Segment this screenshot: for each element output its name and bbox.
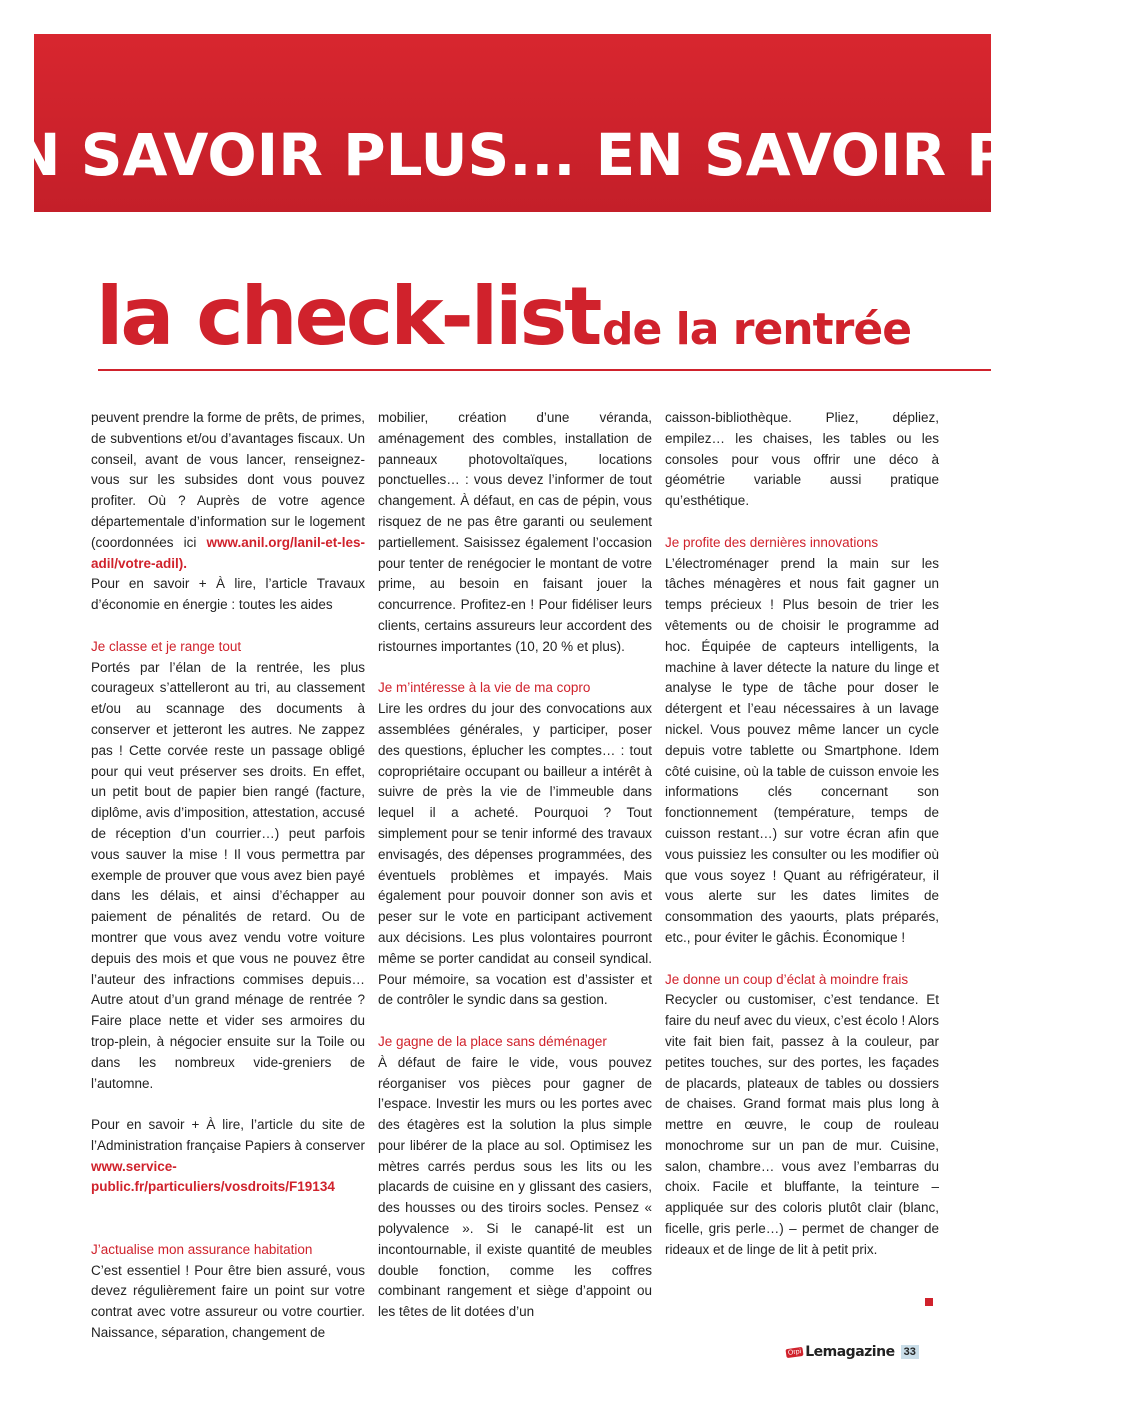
service-public-link[interactable]: www.service-public.fr/particuliers/vosdroits/F19134 bbox=[91, 1158, 335, 1195]
title-main: la check-list bbox=[96, 270, 600, 363]
paragraph: mobilier, création d’une véranda, aménagement des combles, installation de panneaux photovoltaïques, locations ponctuelles… : vous devez l’informer de tout changement. À défaut, en cas de pépin, vous risquez de ne pas être garanti ou seulement partiellement. Saisissez également l’occasion pour tenter de renégocier le montant de votre prime, au besoin en faisant jouer la concurrence. Profitez-en ! Pour fidéliser leurs clients, certains assureurs leur accordent des ristournes importantes (10, 20 % et plus). bbox=[378, 410, 652, 654]
paragraph bbox=[91, 408, 365, 574]
column-2 bbox=[378, 408, 652, 1323]
paragraph: Pour en savoir + À lire, l’article Travaux d’économie en énergie : toutes les aides bbox=[91, 576, 365, 613]
title-divider bbox=[98, 369, 991, 371]
paragraph: Recycler ou customiser, c’est tendance. Et faire du neuf avec du vieux, c’est écolo ! Alors vite fait bien fait, passez à la couleur, par petites touches, sur des portes, les façades de placards, plateaux de tables ou dossiers de chaises. Grand format mais plus long à mettre en œuvre, le coup de rouleau monochrome sur un pan de mur. Cuisine, salon, chambre… vous avez l’embarras du choix. Facile et bluffante, la teinture – appliquée sur des coloris plutôt clair (blanc, ficelle, gris perle…) – permet de changer de rideaux et de linge de lit à petit prix. bbox=[665, 992, 939, 1257]
section-heading: Je profite des dernières innovations bbox=[665, 534, 879, 550]
column-3 bbox=[665, 408, 939, 1261]
footer bbox=[786, 1342, 919, 1362]
magazine-name: Lemagazine bbox=[805, 1344, 895, 1360]
paragraph: C’est essentiel ! Pour être bien assuré, vous devez régulièrement faire un point sur votre contrat avec votre assureur ou votre courtier. Naissance, séparation, changement de bbox=[91, 1262, 365, 1341]
section-heading: Je classe et je range tout bbox=[91, 638, 242, 654]
paragraph: À défaut de faire le vide, vous pouvez réorganiser vos pièces pour gagner de l’espace. Investir les murs ou les portes avec des étagères est la solution la plus simple pour libérer de la place au sol. Optimisez les mètres carrés perdus sous les lits ou les placards de cuisine en y glissant des casiers, des housses ou des tiroirs socles. Pensez « polyvalence ». Si le canapé-lit est un incontournable, il existe quantité de meubles double fonction, comme les coffres combinant rangement et siège d’appoint ou les têtes de lit dotées d’un bbox=[378, 1054, 652, 1320]
column-1 bbox=[91, 408, 365, 1344]
page-number: 33 bbox=[901, 1345, 919, 1359]
paragraph: Portés par l’élan de la rentrée, les plus courageux s’attelleront au tri, au classement et/ou au scannage des documents à conserver et jetteront les autres. Ne zappez pas ! Cette corvée reste un passage obligé pour qui veut préserver ses droits. En effet, un petit bout de papier bien rangé (facture, diplôme, avis d’imposition, attestation, accusé de réception d’un courrier…) peut parfois vous sauver la mise ! Il vous permettra par exemple de prouver que vous avez bien payé dans les délais, et ainsi d’échapper au paiement de pénalités de retard. Ou de montrer que vous avez vendu votre voiture depuis des mois et que vous ne pouvez être l’auteur des infractions commises depuis… Autre atout d’un grand ménage de rentrée ? Faire place nette et vider ses armoires du trop-plein, à négocier ensuite sur la Toile ou dans les nombreux vide-greniers de l’automne. bbox=[91, 659, 365, 1091]
paragraph bbox=[91, 1115, 365, 1198]
paragraph: Lire les ordres du jour des convocations aux assemblées générales, y participer, poser des questions, éplucher les comptes… : tout copropriétaire occupant ou bailleur a intérêt à suivre de près la vie de l’immeuble dans lequel il a acheté. Pourquoi ? Tout simplement pour se tenir informé des travaux envisagés, des dépenses programmées, des éventuels problèmes et impayés. Mais également pour pouvoir donner son avis et peser sur le vote en participant activement aux décisions. Les plus volontaires pourront même se porter candidat au conseil syndical. Pour mémoire, sa vocation est d’assister et de contrôler le syndic dans sa gestion. bbox=[378, 701, 652, 1008]
brand-badge: Orpi bbox=[785, 1346, 803, 1357]
article-title bbox=[96, 270, 911, 363]
paragraph: L’électroménager prend la main sur les tâches ménagères et nous fait gagner un temps précieux ! Plus besoin de trier les vêtements ou de choisir le programme ad hoc. Équipée de capteurs intelligents, la machine à laver détecte la nature du linge et analyse le type de tâche pour doser le détergent et l’eau nécessaires à un lavage nickel. Vous pouvez même lancer un cycle depuis votre tablette ou Smartphone. Idem côté cuisine, où la table de cuisson envoie les informations clés concernant son fonctionnement (température, temps de cuisson restant…) sur votre écran afin que vous puissiez les consulter ou les modifier où que vous soyez ! Quant au réfrigérateur, il vous alerte sur les dates limites de consommation des yaourts, plats préparés, etc., pour éviter le gâchis. Économique ! bbox=[665, 555, 939, 945]
section-heading: J’actualise mon assurance habitation bbox=[91, 1241, 313, 1257]
title-sub: de la rentrée bbox=[602, 304, 912, 355]
anil-link[interactable]: www.anil.org/lanil-et-les-adil/votre-adil). bbox=[91, 534, 365, 571]
section-heading: Je donne un coup d’éclat à moindre frais bbox=[665, 971, 909, 987]
section-heading: Je m’intéresse à la vie de ma copro bbox=[378, 680, 591, 696]
paragraph-text: peuvent prendre la forme de prêts, de primes, de subventions et/ou d’avantages fiscaux. Un conseil, avant de vous lancer, renseignez-vous sur les subsides dont vous pouvez profiter. Où ? Auprès de votre agence départementale d’information sur le logement (coordonnées ici bbox=[91, 410, 365, 550]
banner-text: N SAVOIR PLUS... EN SAVOIR PLUS bbox=[12, 121, 1133, 189]
section-heading: Je gagne de la place sans déménager bbox=[378, 1033, 607, 1049]
paragraph: caisson-bibliothèque. Pliez, dépliez, empilez… les chaises, les tables ou les consoles pour vous offrir une déco à géométrie variable aussi pratique qu’esthétique. bbox=[665, 410, 939, 509]
article-end-mark bbox=[925, 1298, 933, 1306]
header-banner bbox=[12, 34, 1133, 212]
paragraph-text: Pour en savoir + À lire, l’article du site de l’Administration française Papiers à conserver bbox=[91, 1117, 365, 1153]
